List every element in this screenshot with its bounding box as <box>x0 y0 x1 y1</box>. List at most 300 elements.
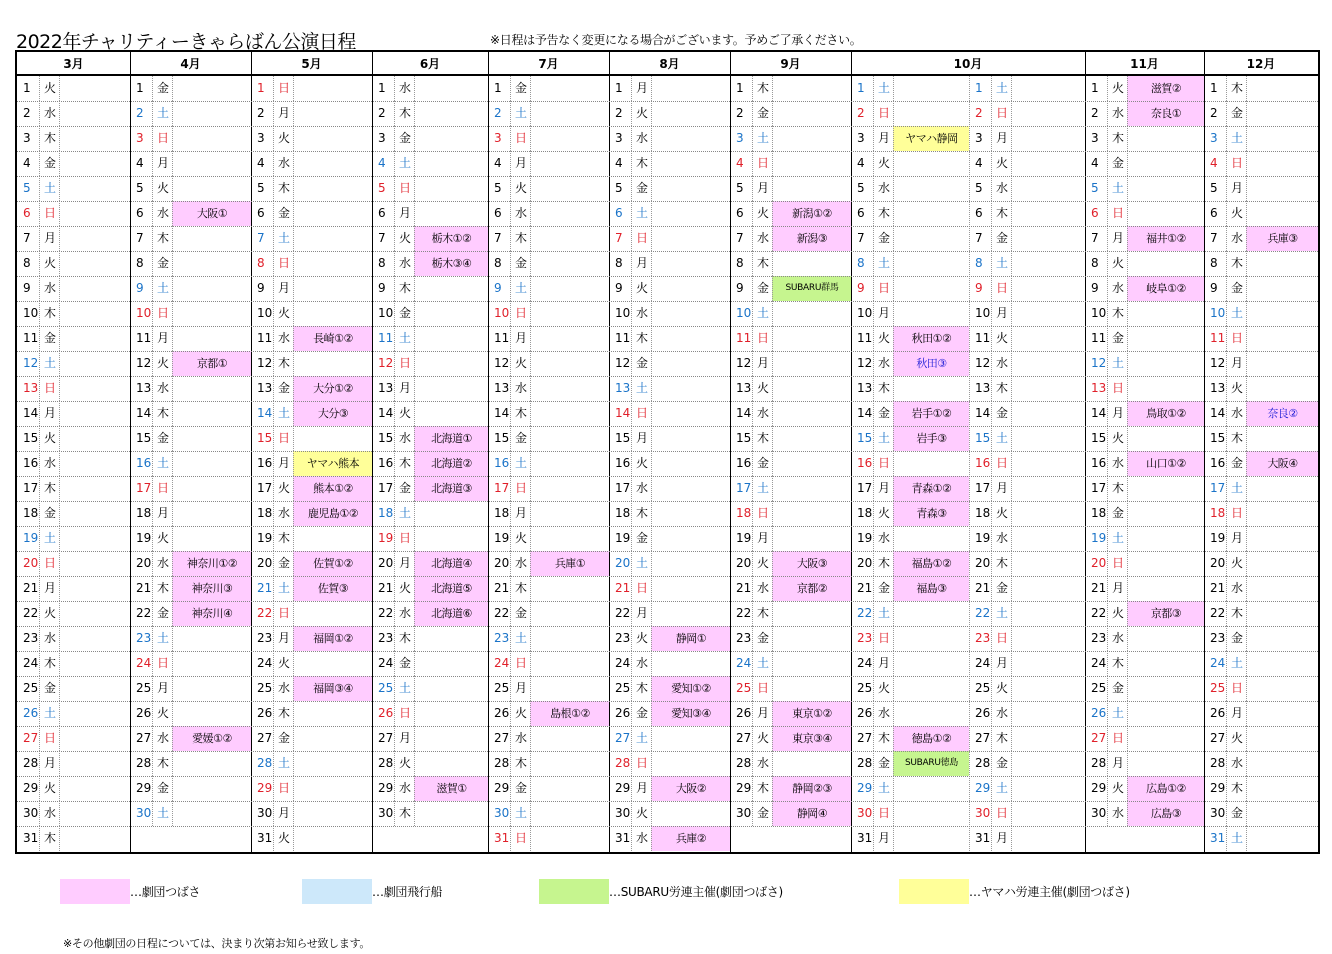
empty-event-cell <box>772 176 851 201</box>
empty-event-cell <box>651 351 730 376</box>
day-number: 10 <box>615 306 631 320</box>
month-header: 7月 <box>488 52 609 76</box>
day-number: 7 <box>136 231 144 245</box>
empty-event-cell <box>172 751 251 776</box>
weekday: 月 <box>39 751 59 776</box>
empty-event-cell <box>1246 601 1318 626</box>
day-number: 25 <box>136 681 152 695</box>
weekday: 月 <box>510 501 530 526</box>
legend-swatch-subaru <box>539 879 609 904</box>
empty-event-cell <box>1127 351 1204 376</box>
day-number: 3 <box>1091 131 1099 145</box>
day-number: 18 <box>857 506 873 520</box>
empty-event-cell <box>59 326 130 351</box>
empty-event-cell <box>651 326 730 351</box>
weekday: 水 <box>510 551 530 576</box>
weekday: 土 <box>752 651 772 676</box>
day-number: 2 <box>23 106 31 120</box>
empty-event-cell <box>59 276 130 301</box>
empty-event-cell <box>172 326 251 351</box>
empty-event-cell <box>1246 426 1318 451</box>
day-number: 1 <box>857 81 865 95</box>
day-number: 10 <box>257 306 273 320</box>
weekday: 月 <box>752 526 772 551</box>
day-number: 7 <box>1091 231 1099 245</box>
empty-event-cell <box>1127 501 1204 526</box>
weekday: 火 <box>631 451 651 476</box>
empty-event-cell <box>59 801 130 826</box>
day-number: 15 <box>1091 431 1107 445</box>
empty-event-cell <box>530 426 609 451</box>
event-cell: 静岡④ <box>772 801 851 826</box>
empty-event-cell <box>59 826 130 851</box>
empty-event-cell <box>893 801 969 826</box>
day-number: 3 <box>23 131 31 145</box>
empty-event-cell <box>172 676 251 701</box>
day-number: 2 <box>257 106 265 120</box>
empty-event-cell <box>59 751 130 776</box>
weekday: 金 <box>1226 101 1246 126</box>
empty-event-cell <box>893 201 969 226</box>
empty-event-cell <box>1127 726 1204 751</box>
weekday: 土 <box>752 301 772 326</box>
weekday: 金 <box>1226 451 1246 476</box>
day-number: 4 <box>378 156 386 170</box>
event-cell: 静岡②③ <box>772 776 851 801</box>
empty-event-cell <box>172 651 251 676</box>
weekday: 日 <box>1226 151 1246 176</box>
day-number: 23 <box>378 631 394 645</box>
weekday: 月 <box>394 726 414 751</box>
day-number: 24 <box>1091 656 1107 670</box>
weekday: 水 <box>273 326 293 351</box>
weekday: 月 <box>873 651 893 676</box>
empty-event-cell <box>59 651 130 676</box>
weekday: 土 <box>39 176 59 201</box>
row-divider <box>17 126 1318 127</box>
empty-event-cell <box>1011 801 1085 826</box>
day-number: 24 <box>1210 656 1226 670</box>
day-number: 18 <box>257 506 273 520</box>
day-number: 26 <box>615 706 631 720</box>
day-number: 12 <box>1210 356 1226 370</box>
empty-event-cell <box>651 726 730 751</box>
weekday: 水 <box>39 626 59 651</box>
month-divider <box>372 52 373 852</box>
weekday: 日 <box>152 126 172 151</box>
month-divider <box>851 52 852 852</box>
weekday: 日 <box>510 651 530 676</box>
weekday: 月 <box>510 326 530 351</box>
empty-event-cell <box>1127 651 1204 676</box>
weekday: 月 <box>991 476 1011 501</box>
weekday: 水 <box>152 551 172 576</box>
day-number: 18 <box>494 506 510 520</box>
day-number: 4 <box>615 156 623 170</box>
weekday: 木 <box>631 326 651 351</box>
empty-event-cell <box>893 676 969 701</box>
weekday: 火 <box>273 476 293 501</box>
day-number: 31 <box>494 831 510 845</box>
empty-event-cell <box>414 351 488 376</box>
weekday: 土 <box>510 276 530 301</box>
day-number: 22 <box>1091 606 1107 620</box>
event-cell: 愛知③④ <box>651 701 730 726</box>
event-cell: 佐賀③ <box>293 576 372 601</box>
event-cell: 滋賀② <box>1127 76 1204 101</box>
day-number: 14 <box>975 406 991 420</box>
day-number: 17 <box>136 481 152 495</box>
month-header: 4月 <box>130 52 251 76</box>
empty-event-cell <box>59 776 130 801</box>
empty-event-cell <box>651 126 730 151</box>
day-number: 25 <box>23 681 39 695</box>
day-number: 14 <box>615 406 631 420</box>
day-number: 29 <box>1091 781 1107 795</box>
empty-event-cell <box>59 626 130 651</box>
empty-event-cell <box>59 501 130 526</box>
event-cell: 秋田③ <box>893 351 969 376</box>
empty-event-cell <box>59 701 130 726</box>
day-number: 29 <box>975 781 991 795</box>
weekday: 金 <box>631 526 651 551</box>
empty-event-cell <box>651 476 730 501</box>
weekday: 水 <box>991 701 1011 726</box>
empty-event-cell <box>1127 251 1204 276</box>
weekday: 日 <box>991 801 1011 826</box>
weekday: 土 <box>1226 826 1246 851</box>
event-cell: 東京①② <box>772 701 851 726</box>
empty-event-cell <box>1011 376 1085 401</box>
empty-event-cell <box>530 626 609 651</box>
day-number: 6 <box>494 206 502 220</box>
event-cell: 京都① <box>172 351 251 376</box>
empty-event-cell <box>59 576 130 601</box>
weekday: 土 <box>510 626 530 651</box>
day-number: 19 <box>23 531 39 545</box>
weekday: 土 <box>1226 476 1246 501</box>
empty-event-cell <box>172 451 251 476</box>
day-number: 3 <box>257 131 265 145</box>
day-number: 22 <box>378 606 394 620</box>
day-number: 26 <box>1210 706 1226 720</box>
empty-event-cell <box>893 651 969 676</box>
weekday: 火 <box>631 276 651 301</box>
empty-event-cell <box>1127 326 1204 351</box>
day-number: 30 <box>1091 806 1107 820</box>
weekday: 水 <box>152 726 172 751</box>
weekday: 木 <box>39 301 59 326</box>
weekday: 金 <box>1107 326 1127 351</box>
day-number: 1 <box>23 81 31 95</box>
day-number: 15 <box>975 431 991 445</box>
row-divider <box>17 576 1318 577</box>
event-cell: 北海道⑤ <box>414 576 488 601</box>
empty-event-cell <box>530 476 609 501</box>
weekday: 土 <box>752 476 772 501</box>
empty-event-cell <box>1011 501 1085 526</box>
weekday: 土 <box>1226 126 1246 151</box>
day-number: 14 <box>378 406 394 420</box>
day-number: 20 <box>494 556 510 570</box>
weekday: 木 <box>394 626 414 651</box>
schedule-calendar <box>15 50 1320 854</box>
empty-event-cell <box>1246 376 1318 401</box>
empty-event-cell <box>172 176 251 201</box>
event-cell: 奈良② <box>1246 401 1318 426</box>
empty-event-cell <box>293 751 372 776</box>
weekday: 月 <box>1226 701 1246 726</box>
day-number: 27 <box>494 731 510 745</box>
empty-event-cell <box>651 651 730 676</box>
day-number: 24 <box>736 656 752 670</box>
empty-event-cell <box>772 451 851 476</box>
empty-event-cell <box>414 101 488 126</box>
event-cell: 鹿児島①② <box>293 501 372 526</box>
empty-event-cell <box>1011 626 1085 651</box>
day-number: 8 <box>1210 256 1218 270</box>
empty-event-cell <box>293 301 372 326</box>
month-header: 6月 <box>372 52 488 76</box>
day-number: 9 <box>494 281 502 295</box>
weekday: 水 <box>991 176 1011 201</box>
day-number: 20 <box>257 556 273 570</box>
weekday: 水 <box>873 176 893 201</box>
day-number: 18 <box>1210 506 1226 520</box>
empty-event-cell <box>172 276 251 301</box>
weekday: 金 <box>394 651 414 676</box>
event-cell: SUBARU群馬 <box>772 276 851 301</box>
day-number: 26 <box>494 706 510 720</box>
empty-event-cell <box>651 276 730 301</box>
day-number: 28 <box>378 756 394 770</box>
day-number: 15 <box>257 431 273 445</box>
weekday: 水 <box>631 301 651 326</box>
weekday: 日 <box>39 726 59 751</box>
event-cell: 京都② <box>772 576 851 601</box>
day-number: 3 <box>378 131 386 145</box>
day-number: 5 <box>494 181 502 195</box>
day-number: 9 <box>136 281 144 295</box>
day-number: 6 <box>615 206 623 220</box>
empty-event-cell <box>1246 726 1318 751</box>
day-number: 25 <box>257 681 273 695</box>
day-number: 1 <box>615 81 623 95</box>
day-number: 29 <box>378 781 394 795</box>
event-cell: 福井①② <box>1127 226 1204 251</box>
empty-event-cell <box>530 451 609 476</box>
event-cell: 大分①② <box>293 376 372 401</box>
day-number: 4 <box>23 156 31 170</box>
event-cell: 東京③④ <box>772 726 851 751</box>
weekday: 金 <box>1107 151 1127 176</box>
day-number: 26 <box>378 706 394 720</box>
empty-event-cell <box>414 676 488 701</box>
weekday: 土 <box>873 776 893 801</box>
day-number: 24 <box>494 656 510 670</box>
day-number: 3 <box>136 131 144 145</box>
empty-event-cell <box>772 326 851 351</box>
weekday: 木 <box>273 176 293 201</box>
weekday: 日 <box>873 101 893 126</box>
weekday: 木 <box>1226 601 1246 626</box>
weekday: 日 <box>273 601 293 626</box>
day-number: 14 <box>1210 406 1226 420</box>
empty-event-cell <box>59 401 130 426</box>
weekday: 月 <box>394 551 414 576</box>
day-number: 23 <box>1091 631 1107 645</box>
legend-label-yamaha: …ヤマハ労連主催(劇団つばさ) <box>969 885 1130 899</box>
empty-event-cell <box>414 126 488 151</box>
empty-event-cell <box>414 151 488 176</box>
weekday: 日 <box>39 551 59 576</box>
day-number: 17 <box>1091 481 1107 495</box>
weekday: 金 <box>152 426 172 451</box>
day-number: 19 <box>1210 531 1226 545</box>
empty-event-cell <box>414 401 488 426</box>
weekday: 水 <box>752 226 772 251</box>
weekday: 金 <box>39 151 59 176</box>
weekday: 火 <box>1107 76 1127 101</box>
empty-event-cell <box>1011 776 1085 801</box>
day-number: 5 <box>857 181 865 195</box>
row-divider <box>17 301 1318 302</box>
weekday: 土 <box>152 626 172 651</box>
weekday: 月 <box>752 701 772 726</box>
weekday: 金 <box>873 751 893 776</box>
empty-event-cell <box>772 676 851 701</box>
day-number: 23 <box>857 631 873 645</box>
empty-event-cell <box>651 201 730 226</box>
empty-event-cell <box>1011 276 1085 301</box>
empty-event-cell <box>893 626 969 651</box>
day-number: 13 <box>378 381 394 395</box>
empty-event-cell <box>530 351 609 376</box>
day-number: 21 <box>257 581 273 595</box>
weekday: 土 <box>873 426 893 451</box>
day-number: 17 <box>23 481 39 495</box>
weekday: 火 <box>152 351 172 376</box>
empty-event-cell <box>293 201 372 226</box>
day-number: 30 <box>615 806 631 820</box>
empty-event-cell <box>772 601 851 626</box>
empty-event-cell <box>651 401 730 426</box>
empty-event-cell <box>1246 826 1318 851</box>
day-number: 26 <box>736 706 752 720</box>
day-number: 20 <box>1210 556 1226 570</box>
day-number: 21 <box>136 581 152 595</box>
day-number: 5 <box>136 181 144 195</box>
weekday: 月 <box>39 401 59 426</box>
weekday: 水 <box>991 351 1011 376</box>
day-number: 12 <box>615 356 631 370</box>
day-number: 24 <box>378 656 394 670</box>
empty-event-cell <box>172 801 251 826</box>
day-number: 25 <box>975 681 991 695</box>
day-number: 21 <box>494 581 510 595</box>
day-number: 30 <box>857 806 873 820</box>
day-number: 12 <box>494 356 510 370</box>
weekday: 水 <box>394 76 414 101</box>
day-number: 28 <box>736 756 752 770</box>
weekday: 金 <box>752 626 772 651</box>
weekday: 月 <box>752 351 772 376</box>
weekday: 金 <box>1226 276 1246 301</box>
event-cell: 神奈川④ <box>172 601 251 626</box>
day-number: 9 <box>378 281 386 295</box>
weekday: 土 <box>1107 701 1127 726</box>
empty-event-cell <box>1246 101 1318 126</box>
weekday: 木 <box>273 351 293 376</box>
empty-event-cell <box>651 501 730 526</box>
empty-event-cell <box>1246 576 1318 601</box>
day-number: 22 <box>975 606 991 620</box>
row-divider <box>17 726 1318 727</box>
day-number: 15 <box>494 431 510 445</box>
weekday: 月 <box>991 651 1011 676</box>
empty-event-cell <box>530 401 609 426</box>
day-number: 22 <box>615 606 631 620</box>
weekday: 水 <box>631 651 651 676</box>
event-cell: 福島③ <box>893 576 969 601</box>
event-cell: 大分③ <box>293 401 372 426</box>
day-number: 1 <box>736 81 744 95</box>
weekday: 水 <box>510 376 530 401</box>
row-divider <box>17 601 1318 602</box>
day-number: 10 <box>378 306 394 320</box>
day-number: 7 <box>378 231 386 245</box>
empty-event-cell <box>293 526 372 551</box>
day-number: 28 <box>257 756 273 770</box>
day-number: 10 <box>736 306 752 320</box>
weekday: 金 <box>394 301 414 326</box>
day-number: 27 <box>378 731 394 745</box>
empty-event-cell <box>772 401 851 426</box>
event-cell: 山口①② <box>1127 451 1204 476</box>
weekday: 金 <box>1107 676 1127 701</box>
event-cell: 北海道② <box>414 451 488 476</box>
empty-event-cell <box>530 826 609 851</box>
day-number: 5 <box>23 181 31 195</box>
row-divider <box>17 201 1318 202</box>
day-number: 22 <box>257 606 273 620</box>
weekday: 日 <box>1107 201 1127 226</box>
day-number: 11 <box>615 331 631 345</box>
event-cell: 北海道⑥ <box>414 601 488 626</box>
event-cell: ヤマハ熊本 <box>293 451 372 476</box>
empty-event-cell <box>530 726 609 751</box>
weekday: 日 <box>273 776 293 801</box>
day-number: 19 <box>615 531 631 545</box>
row-divider <box>17 426 1318 427</box>
day-number: 24 <box>615 656 631 670</box>
day-number: 6 <box>257 206 265 220</box>
weekday: 金 <box>991 226 1011 251</box>
weekday: 水 <box>1107 626 1127 651</box>
day-number: 27 <box>857 731 873 745</box>
day-number: 30 <box>378 806 394 820</box>
month-divider <box>488 52 489 852</box>
weekday: 日 <box>273 76 293 101</box>
empty-event-cell <box>1011 451 1085 476</box>
empty-event-cell <box>293 426 372 451</box>
day-number: 10 <box>23 306 39 320</box>
empty-event-cell <box>1127 301 1204 326</box>
month-divider <box>1085 52 1086 852</box>
event-cell: 栃木①② <box>414 226 488 251</box>
day-number: 8 <box>494 256 502 270</box>
weekday: 土 <box>873 76 893 101</box>
